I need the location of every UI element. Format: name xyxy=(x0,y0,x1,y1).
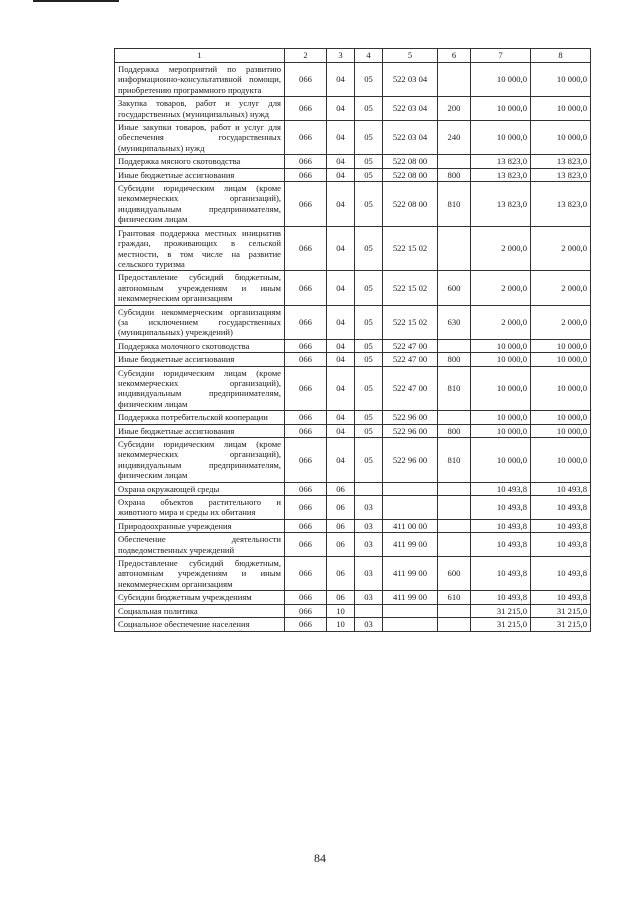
cell-amount-1: 10 493,8 xyxy=(471,519,531,532)
cell-gr: 066 xyxy=(285,271,327,305)
cell-csr: 522 47 00 xyxy=(383,339,438,352)
cell-vr xyxy=(438,604,471,617)
cell-amount-1: 2 000,0 xyxy=(471,271,531,305)
cell-gr: 066 xyxy=(285,182,327,227)
table-row xyxy=(115,182,591,227)
cell-amount-2: 10 000,0 xyxy=(531,339,591,352)
table-row xyxy=(115,618,591,631)
cell-pr: 05 xyxy=(355,305,383,339)
cell-gr: 066 xyxy=(285,121,327,155)
cell-gr: 066 xyxy=(285,557,327,591)
cell-amount-1: 10 000,0 xyxy=(471,424,531,437)
cell-vr: 810 xyxy=(438,438,471,483)
cell-csr: 522 96 00 xyxy=(383,411,438,424)
cell-csr: 522 47 00 xyxy=(383,366,438,411)
header-cell: 3 xyxy=(327,49,355,63)
header-cell: 5 xyxy=(383,49,438,63)
item-name: Поддержка мероприятий по развитию информационно-консультативной помощи, приобретению программного продукта xyxy=(115,63,285,97)
cell-rz: 04 xyxy=(327,155,355,168)
table-row xyxy=(115,353,591,366)
cell-rz: 04 xyxy=(327,305,355,339)
cell-gr: 066 xyxy=(285,353,327,366)
cell-vr xyxy=(438,226,471,271)
cell-pr: 05 xyxy=(355,438,383,483)
cell-rz: 04 xyxy=(327,121,355,155)
cell-gr: 066 xyxy=(285,424,327,437)
cell-rz: 06 xyxy=(327,496,355,520)
cell-amount-1: 10 493,8 xyxy=(471,557,531,591)
table-row xyxy=(115,411,591,424)
cell-amount-1: 13 823,0 xyxy=(471,182,531,227)
table-row xyxy=(115,155,591,168)
cell-amount-2: 2 000,0 xyxy=(531,305,591,339)
cell-csr: 411 00 00 xyxy=(383,519,438,532)
cell-gr: 066 xyxy=(285,533,327,557)
cell-gr: 066 xyxy=(285,366,327,411)
cell-rz: 10 xyxy=(327,604,355,617)
cell-rz: 04 xyxy=(327,168,355,181)
cell-amount-2: 10 493,8 xyxy=(531,533,591,557)
item-name: Субсидии юридическим лицам (кроме некоммерческих организаций), индивидуальным предпринимателям, физическим лицам xyxy=(115,366,285,411)
cell-csr: 522 03 04 xyxy=(383,63,438,97)
item-name: Социальная политика xyxy=(115,604,285,617)
table-row xyxy=(115,168,591,181)
cell-amount-1: 10 493,8 xyxy=(471,496,531,520)
header-cell: 4 xyxy=(355,49,383,63)
table-row xyxy=(115,226,591,271)
cell-amount-1: 10 493,8 xyxy=(471,482,531,495)
cell-amount-2: 10 000,0 xyxy=(531,97,591,121)
cell-csr: 522 08 00 xyxy=(383,155,438,168)
cell-gr: 066 xyxy=(285,438,327,483)
table-body xyxy=(115,63,591,632)
item-name: Субсидии бюджетным учреждениям xyxy=(115,591,285,604)
item-name: Грантовая поддержка местных инициатив граждан, проживающих в сельской местности, в том числе на развитие сельского туризма xyxy=(115,226,285,271)
cell-vr: 600 xyxy=(438,557,471,591)
cell-pr: 03 xyxy=(355,519,383,532)
cell-pr: 05 xyxy=(355,155,383,168)
cell-csr: 522 15 02 xyxy=(383,305,438,339)
header-cell: 1 xyxy=(115,49,285,63)
cell-gr: 066 xyxy=(285,604,327,617)
table-row xyxy=(115,591,591,604)
cell-pr xyxy=(355,482,383,495)
cell-csr: 522 96 00 xyxy=(383,438,438,483)
table-row xyxy=(115,305,591,339)
cell-pr: 03 xyxy=(355,618,383,631)
cell-vr: 800 xyxy=(438,424,471,437)
item-name: Иные закупки товаров, работ и услуг для обеспечения государственных (муниципальных) нужд xyxy=(115,121,285,155)
cell-vr xyxy=(438,519,471,532)
cell-pr xyxy=(355,604,383,617)
cell-amount-2: 13 823,0 xyxy=(531,168,591,181)
cell-gr: 066 xyxy=(285,496,327,520)
item-name: Обеспечение деятельности подведомственных учреждений xyxy=(115,533,285,557)
table-row xyxy=(115,604,591,617)
table-row xyxy=(115,496,591,520)
page-number: 84 xyxy=(314,851,326,865)
cell-vr xyxy=(438,339,471,352)
item-name: Иные бюджетные ассигнования xyxy=(115,424,285,437)
cell-csr: 522 15 02 xyxy=(383,271,438,305)
item-name: Предоставление субсидий бюджетным, автономным учреждениям и иным некоммерческим организациям xyxy=(115,557,285,591)
cell-pr: 05 xyxy=(355,121,383,155)
item-name: Охрана окружающей среды xyxy=(115,482,285,495)
cell-csr xyxy=(383,496,438,520)
cell-pr: 05 xyxy=(355,339,383,352)
cell-vr xyxy=(438,155,471,168)
table-row xyxy=(115,482,591,495)
cell-pr: 05 xyxy=(355,353,383,366)
item-name: Поддержка молочного скотоводства xyxy=(115,339,285,352)
table-row xyxy=(115,271,591,305)
cell-rz: 06 xyxy=(327,591,355,604)
item-name: Иные бюджетные ассигнования xyxy=(115,353,285,366)
item-name: Закупка товаров, работ и услуг для государственных (муниципальных) нужд xyxy=(115,97,285,121)
cell-amount-2: 10 000,0 xyxy=(531,353,591,366)
header-cell: 8 xyxy=(531,49,591,63)
cell-pr: 05 xyxy=(355,424,383,437)
cell-rz: 04 xyxy=(327,97,355,121)
cell-amount-1: 10 000,0 xyxy=(471,438,531,483)
item-name: Поддержка потребительской кооперации xyxy=(115,411,285,424)
cell-gr: 066 xyxy=(285,155,327,168)
cell-gr: 066 xyxy=(285,411,327,424)
cell-amount-2: 10 493,8 xyxy=(531,591,591,604)
item-name: Социальное обеспечение населения xyxy=(115,618,285,631)
cell-csr: 522 15 02 xyxy=(383,226,438,271)
cell-csr xyxy=(383,482,438,495)
cell-pr: 05 xyxy=(355,97,383,121)
cell-pr: 03 xyxy=(355,557,383,591)
table-row xyxy=(115,533,591,557)
header-row xyxy=(115,49,591,63)
cell-pr: 05 xyxy=(355,366,383,411)
cell-amount-1: 10 000,0 xyxy=(471,339,531,352)
table-row xyxy=(115,63,591,97)
cell-csr: 411 99 00 xyxy=(383,533,438,557)
cell-amount-1: 10 000,0 xyxy=(471,353,531,366)
cell-amount-1: 13 823,0 xyxy=(471,168,531,181)
cell-csr: 522 03 04 xyxy=(383,121,438,155)
cell-amount-2: 10 000,0 xyxy=(531,121,591,155)
cell-vr xyxy=(438,533,471,557)
cell-rz: 06 xyxy=(327,557,355,591)
cell-rz: 04 xyxy=(327,366,355,411)
table-row xyxy=(115,121,591,155)
cell-vr: 810 xyxy=(438,366,471,411)
cell-csr: 411 99 00 xyxy=(383,557,438,591)
item-name: Субсидии юридическим лицам (кроме некоммерческих организаций), индивидуальным предпринимателям, физическим лицам xyxy=(115,182,285,227)
cell-rz: 06 xyxy=(327,519,355,532)
cell-amount-2: 10 000,0 xyxy=(531,438,591,483)
cell-csr xyxy=(383,618,438,631)
cell-amount-2: 13 823,0 xyxy=(531,155,591,168)
cell-csr: 522 08 00 xyxy=(383,168,438,181)
cell-pr: 05 xyxy=(355,168,383,181)
cell-rz: 04 xyxy=(327,424,355,437)
cell-gr: 066 xyxy=(285,519,327,532)
cell-rz: 06 xyxy=(327,533,355,557)
table-row xyxy=(115,424,591,437)
cell-gr: 066 xyxy=(285,591,327,604)
cell-pr: 05 xyxy=(355,226,383,271)
cell-amount-1: 31 215,0 xyxy=(471,618,531,631)
cell-amount-2: 10 493,8 xyxy=(531,519,591,532)
cell-csr: 522 08 00 xyxy=(383,182,438,227)
cell-rz: 04 xyxy=(327,438,355,483)
cell-gr: 066 xyxy=(285,618,327,631)
cell-amount-1: 2 000,0 xyxy=(471,226,531,271)
cell-amount-2: 10 000,0 xyxy=(531,366,591,411)
cell-gr: 066 xyxy=(285,226,327,271)
header-cell: 6 xyxy=(438,49,471,63)
cell-vr xyxy=(438,496,471,520)
cell-pr: 03 xyxy=(355,533,383,557)
cell-amount-2: 2 000,0 xyxy=(531,271,591,305)
cell-amount-1: 2 000,0 xyxy=(471,305,531,339)
cell-vr xyxy=(438,618,471,631)
cell-amount-1: 13 823,0 xyxy=(471,155,531,168)
cell-csr: 522 47 00 xyxy=(383,353,438,366)
cell-gr: 066 xyxy=(285,339,327,352)
cell-amount-1: 10 000,0 xyxy=(471,63,531,97)
cell-amount-1: 10 000,0 xyxy=(471,121,531,155)
cell-amount-2: 10 493,8 xyxy=(531,557,591,591)
cell-vr: 240 xyxy=(438,121,471,155)
cell-amount-1: 10 493,8 xyxy=(471,533,531,557)
cell-amount-2: 31 215,0 xyxy=(531,618,591,631)
cell-rz: 04 xyxy=(327,271,355,305)
item-name: Субсидии юридическим лицам (кроме некоммерческих организаций), индивидуальным предпринимателям, физическим лицам xyxy=(115,438,285,483)
table-row xyxy=(115,339,591,352)
budget-table xyxy=(114,48,591,632)
cell-pr: 05 xyxy=(355,182,383,227)
cell-vr: 800 xyxy=(438,353,471,366)
cell-gr: 066 xyxy=(285,168,327,181)
cell-rz: 04 xyxy=(327,339,355,352)
top-rule xyxy=(33,0,119,2)
table-row xyxy=(115,366,591,411)
cell-amount-2: 10 000,0 xyxy=(531,63,591,97)
cell-vr: 600 xyxy=(438,271,471,305)
cell-amount-1: 10 000,0 xyxy=(471,97,531,121)
cell-amount-1: 10 000,0 xyxy=(471,366,531,411)
table-row xyxy=(115,97,591,121)
cell-pr: 05 xyxy=(355,411,383,424)
cell-amount-2: 10 493,8 xyxy=(531,496,591,520)
cell-gr: 066 xyxy=(285,97,327,121)
cell-rz: 04 xyxy=(327,411,355,424)
cell-vr: 810 xyxy=(438,182,471,227)
header-cell: 7 xyxy=(471,49,531,63)
item-name: Поддержка мясного скотоводства xyxy=(115,155,285,168)
table-row xyxy=(115,519,591,532)
cell-rz: 06 xyxy=(327,482,355,495)
cell-amount-2: 10 000,0 xyxy=(531,424,591,437)
item-name: Охрана объектов растительного и животного мира и среды их обитания xyxy=(115,496,285,520)
cell-rz: 10 xyxy=(327,618,355,631)
cell-amount-1: 31 215,0 xyxy=(471,604,531,617)
item-name: Иные бюджетные ассигнования xyxy=(115,168,285,181)
table-row xyxy=(115,557,591,591)
cell-amount-2: 31 215,0 xyxy=(531,604,591,617)
cell-amount-2: 2 000,0 xyxy=(531,226,591,271)
item-name: Субсидии некоммерческим организациям (за исключением государственных (муниципальных) учреждений) xyxy=(115,305,285,339)
cell-vr: 200 xyxy=(438,97,471,121)
cell-vr: 630 xyxy=(438,305,471,339)
cell-csr: 411 99 00 xyxy=(383,591,438,604)
cell-pr: 05 xyxy=(355,63,383,97)
cell-vr: 610 xyxy=(438,591,471,604)
table-row xyxy=(115,438,591,483)
cell-rz: 04 xyxy=(327,353,355,366)
cell-csr xyxy=(383,604,438,617)
cell-pr: 03 xyxy=(355,496,383,520)
item-name: Предоставление субсидий бюджетным, автономным учреждениям и иным некоммерческим организациям xyxy=(115,271,285,305)
cell-vr xyxy=(438,482,471,495)
cell-pr: 03 xyxy=(355,591,383,604)
cell-gr: 066 xyxy=(285,63,327,97)
cell-amount-2: 13 823,0 xyxy=(531,182,591,227)
cell-amount-2: 10 000,0 xyxy=(531,411,591,424)
cell-amount-2: 10 493,8 xyxy=(531,482,591,495)
item-name: Природоохранные учреждения xyxy=(115,519,285,532)
header-cell: 2 xyxy=(285,49,327,63)
cell-gr: 066 xyxy=(285,305,327,339)
cell-gr: 066 xyxy=(285,482,327,495)
cell-csr: 522 96 00 xyxy=(383,424,438,437)
cell-csr: 522 03 04 xyxy=(383,97,438,121)
cell-vr: 800 xyxy=(438,168,471,181)
cell-rz: 04 xyxy=(327,63,355,97)
cell-rz: 04 xyxy=(327,182,355,227)
cell-vr xyxy=(438,63,471,97)
cell-pr: 05 xyxy=(355,271,383,305)
cell-rz: 04 xyxy=(327,226,355,271)
cell-vr xyxy=(438,411,471,424)
cell-amount-1: 10 493,8 xyxy=(471,591,531,604)
cell-amount-1: 10 000,0 xyxy=(471,411,531,424)
